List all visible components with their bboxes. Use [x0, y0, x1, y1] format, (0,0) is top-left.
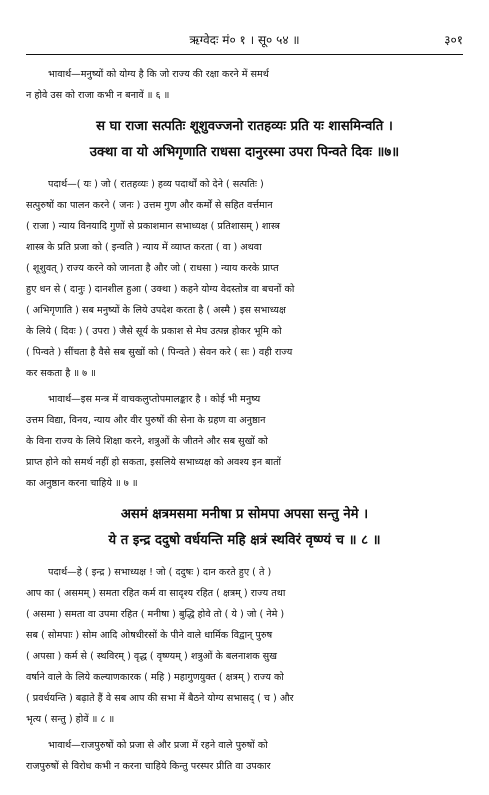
- text-line: शास्त्र के प्रति प्रजा को ( इन्वति ) न्याय में व्याप्त करता ( वा ) अथवा: [26, 242, 262, 253]
- text-line: भावार्थ—मनुष्यों को योग्य है कि जो राज्य की रक्षा करने में समर्थ: [48, 69, 269, 80]
- bhavartha-paragraph: [26, 735, 463, 777]
- page-number: ३०१: [444, 33, 463, 47]
- text-line: उत्तम विद्या, विनय, न्याय और वीर पुरुषों की सेना के ग्रहण वा अनुष्ठान: [26, 415, 266, 426]
- text-line: सब ( सोमपाः ) सोम आदि ओषधीरसों के पीने वाले धार्मिक विद्वान् पुरुष: [26, 630, 273, 641]
- block-gap: [26, 777, 463, 782]
- mantra-verse: [26, 502, 463, 554]
- verse-line: असमं क्षत्रमसमा मनीषा प्र सोमपा अपसा सन्तु नेमे ।: [120, 507, 369, 522]
- text-line: ( अपसा ) कर्म से ( स्थविरम् ) वृद्ध ( वृष्ण्यम् ) शत्रुओं के बलनाशक सुख: [26, 651, 277, 662]
- verse-line: स घा राजा सत्पतिः शूशुवज्जनो रातहव्यः प्रति यः शासमिन्वति ।: [96, 119, 393, 134]
- block-gap: [26, 106, 463, 111]
- text-line: के विना राज्य के लिये शिक्षा करने, शत्रुओं के जीतने और सब सुखों को: [26, 436, 268, 447]
- running-title: ऋग्वेदः मं० १ । सू० ५४ ॥: [189, 33, 300, 47]
- text-line: पदार्थ—( यः ) जो ( रातहव्यः ) हव्य पदार्थों को देने ( सत्पतिः ): [48, 179, 264, 190]
- text-line: के लिये ( दिवः ) ( उपरा ) जैसे सूर्य के प्रकाश से मेघ उत्पन्न होकर भूमि को: [26, 326, 282, 337]
- verse-line: ये त इन्द्र ददुषो वर्धयन्ति महि क्षत्रं स्थविरं वृष्ण्यं च ॥ ८ ॥: [108, 533, 381, 548]
- text-line: न होवे उस को राजा कभी न बनावें ॥ ६ ॥: [26, 90, 170, 101]
- text-line: का अनुष्ठान करना चाहिये ॥ ७ ॥: [26, 478, 138, 489]
- text-line: भावार्थ—इस मन्त्र में वाचकलुप्तोपमालङ्कार है । कोई भी मनुष्य: [48, 394, 261, 405]
- text-line: सत्पुरुषों का पालन करने ( जनः ) उत्तम गुण और कर्मों से सहित वर्त्तमान: [26, 200, 273, 211]
- text-line: ( अभिगृणाति ) सब मनुष्यों के लिये उपदेश करता है ( अस्मै ) इस सभाध्यक्ष: [26, 305, 286, 316]
- padartha-paragraph: [26, 174, 463, 384]
- running-header: [0, 30, 489, 50]
- text-line: ( राजा ) न्याय विनयादि गुणों से प्रकाशमान सभाध्यक्ष ( प्रतिशासम् ) शास्त्र: [26, 221, 280, 232]
- text-line: कर सकता है ॥ ७ ॥: [26, 368, 96, 379]
- padartha-paragraph: [26, 562, 463, 730]
- text-line: भावार्थ—राजपुरुषों को प्रजा से और प्रजा में रहने वाले पुरुषों को: [48, 740, 268, 751]
- text-line: ( पिन्वते ) सींचता है वैसे सब सुखों को ( पिन्वते ) सेवन करे ( सः ) वही राज्य: [26, 347, 293, 358]
- verse-line: उक्था वा यो अभिगृणाति राधसा दानुरस्मा उपरा पिन्वते दिवः ॥७॥: [89, 145, 400, 160]
- text-line: भृत्य ( सन्तु ) होवें ॥ ८ ॥: [26, 714, 115, 725]
- text-line: पदार्थ—हे ( इन्द्र ) सभाध्यक्ष ! जो ( ददुषः ) दान करते हुए ( ते ): [48, 567, 272, 578]
- text-line: राजपुरुषों से विरोध कभी न करना चाहिये किन्तु परस्पर प्रीति वा उपकार: [26, 761, 271, 772]
- text-line: ( प्रवर्धयन्ति ) बढ़ाते हैं वे सब आप की सभा में बैठने योग्य सभासद् ( च ) और: [26, 693, 294, 704]
- block-gap: [26, 494, 463, 499]
- text-line: ( शूशुवत् ) राज्य करने को जानता है और जो ( राधसा ) न्याय करके प्राप्त: [26, 263, 279, 274]
- text-line: हुए धन से ( दानुः ) दानशील हुआ ( उक्था ) कहने योग्य वेदस्तोत्र वा बचनों को: [26, 284, 295, 295]
- bhavartha-paragraph: [26, 389, 463, 494]
- text-line: आप का ( असमम् ) समता रहित कर्म वा सादृश्य रहित ( क्षत्रम् ) राज्य तथा: [26, 588, 286, 599]
- bhavartha-paragraph: [26, 64, 463, 106]
- page-body: [26, 64, 463, 782]
- header-rule: [26, 54, 463, 55]
- text-line: वर्षाने वाले के लिये कल्याणकारक ( महि ) महागुणयुक्त ( क्षत्रम् ) राज्य को: [26, 672, 284, 683]
- text-line: प्राप्त होने को समर्थ नहीं हो सकता, इसलिये सभाध्यक्ष को अवश्य इन बातों: [26, 457, 282, 468]
- mantra-verse: [26, 114, 463, 166]
- text-line: ( असमा ) समता वा उपमा रहित ( मनीषा ) बुद्धि होवे तो ( ये ) जो ( नेमे ): [26, 609, 285, 620]
